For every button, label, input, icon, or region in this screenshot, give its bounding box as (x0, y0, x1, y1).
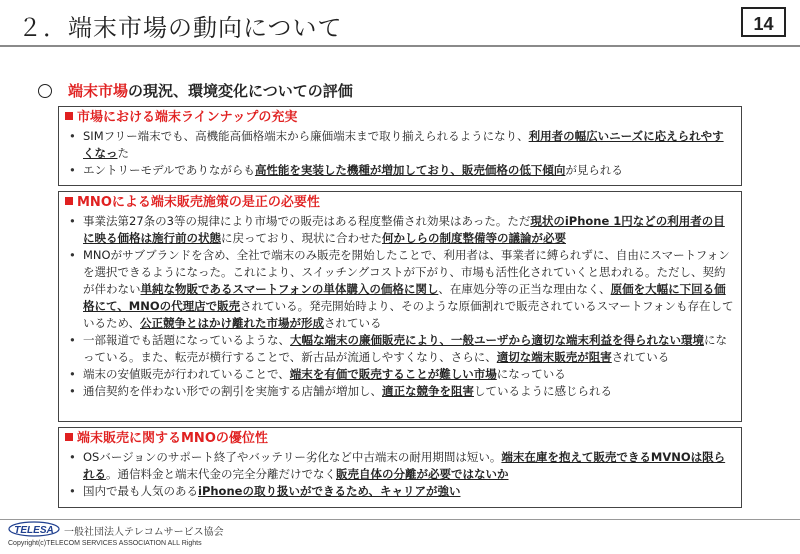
emphasis-text: 公正競争とはかけ離れた市場が形成 (140, 316, 325, 330)
bullet-item (65, 383, 735, 400)
page-number: 14 (741, 7, 786, 37)
emphasis-text: 適正な競争を阻害 (382, 384, 474, 398)
bullet-item (65, 247, 735, 332)
emphasis-text: 利用者の幅広いニーズに応えられやすくなっ (83, 129, 724, 160)
subtitle-text: の現況、環境変化についての評価 (128, 82, 353, 100)
emphasis-text: 原価を大幅に下回る価格にて、MNOの代理店で販売 (83, 282, 726, 313)
section-heading (65, 194, 735, 212)
svg-text:TELESA: TELESA (14, 525, 54, 536)
section-heading (65, 109, 735, 127)
circle-bullet-icon (38, 84, 52, 98)
body-text: MNOがサブブランドを含め、全社で端末のみ販売を開始したことで、利用者は、事業者に縛られずに、自由にスマートフォンを選択できるようになった。これにより、スイッチングコストが下がり、市場も活性化されていくと思われる。ただし、契約が伴わない (83, 248, 730, 296)
footer-divider (0, 519, 800, 520)
section-subtitle (38, 80, 353, 101)
section-box-mno-sales (58, 191, 742, 422)
emphasis-text: 大幅な端末の廉価販売により、一般ユーザから適切な端末利益を得られない環境 (290, 333, 704, 347)
emphasis-text: 何かしらの制度整備等の議論が必要 (382, 231, 566, 245)
bullet-item (65, 483, 735, 500)
body-text: 端末の安値販売が行われていることで、 (83, 367, 290, 381)
body-text: 一部報道でも話題になっているような、 (83, 333, 290, 347)
body-text: になっている。また、転売が横行することで、新古品が流通しやすくなり、さらに、 (83, 333, 727, 364)
subtitle-highlight: 端末市場 (68, 82, 129, 100)
bullet-list (65, 128, 735, 179)
emphasis-text: iPhoneの取り扱いができるため、キャリアが強い (198, 484, 461, 498)
emphasis-text: 現状のiPhone 1円などの利用者の目に映る価格は施行前の状態 (83, 214, 725, 245)
body-text: しているように感じられる (474, 384, 612, 398)
section-heading-text: 端末販売に関するMNOの優位性 (77, 431, 268, 446)
title-divider (0, 45, 800, 47)
body-text: になっている (496, 367, 566, 381)
bullet-item (65, 366, 735, 383)
bullet-item (65, 449, 735, 483)
body-text: されている (324, 316, 382, 330)
organization-name: 一般社団法人テレコムサービス協会 (64, 527, 224, 538)
emphasis-text: 販売自体の分離が必要ではないか (336, 467, 509, 481)
section-heading (65, 430, 735, 448)
bullet-list (65, 213, 735, 400)
bullet-item (65, 213, 735, 247)
page-title: ２．端末市場の動向について (18, 14, 343, 42)
section-box-lineup (58, 106, 742, 186)
body-text: エントリーモデルでありながらも (83, 163, 255, 177)
body-text: が見られる (565, 163, 623, 177)
body-text: OSバージョンのサポート終了やバッテリー劣化など中古端末の耐用期間は短い。 (83, 450, 502, 464)
body-text: されている (611, 350, 670, 364)
emphasis-text: 単純な物販であるスマートフォンの単体購入の価格に関し (140, 282, 439, 296)
body-text: 通信契約を伴わない形での割引を実施する店舗が増加し、 (83, 384, 382, 398)
telesa-logo (8, 521, 60, 537)
body-text: に戻っており、現状に合わせた (221, 231, 382, 245)
body-text: されている。発売開始時より、そのような原価割れで販売されているスマートフォンも存在しているため、 (83, 299, 734, 330)
emphasis-text: 端末を有価で販売することが難しい市場 (289, 367, 497, 381)
body-text: SIMフリー端末でも、高機能高価格端末から廉価端末まで取り揃えられるようになり、 (83, 129, 529, 143)
copyright-text: Copyright(c)TELECOM SERVICES ASSOCIATION ALL Rights (8, 540, 202, 547)
body-text: 。通信料金と端末代金の完全分離だけでなく (106, 467, 336, 481)
section-heading-text: 市場における端末ラインナップの充実 (77, 110, 298, 125)
section-heading-text: MNOによる端末販売施策の是正の必要性 (77, 195, 320, 210)
section-box-mno-advantage (58, 427, 742, 508)
bullet-list (65, 449, 735, 500)
body-text: 、在庫処分等の正当な理由なく、 (438, 282, 611, 296)
emphasis-text: 端末在庫を抱えて販売できるMVNOは限られる (83, 450, 726, 481)
bullet-item (65, 332, 735, 366)
bullet-item (65, 128, 735, 162)
emphasis-text: 適切な端末販売が阻害 (496, 350, 612, 364)
body-text: 事業法第27条の3等の規律により市場での販売はある程度整備され効果はあった。ただ (83, 214, 531, 228)
square-bullet-icon (65, 112, 73, 120)
square-bullet-icon (65, 197, 73, 205)
emphasis-text: 高性能を実装した機種が増加しており、販売価格の低下傾向 (254, 163, 566, 177)
square-bullet-icon (65, 433, 73, 441)
body-text: た (117, 146, 129, 160)
bullet-item (65, 162, 735, 179)
body-text: 国内で最も人気のある (83, 484, 198, 498)
